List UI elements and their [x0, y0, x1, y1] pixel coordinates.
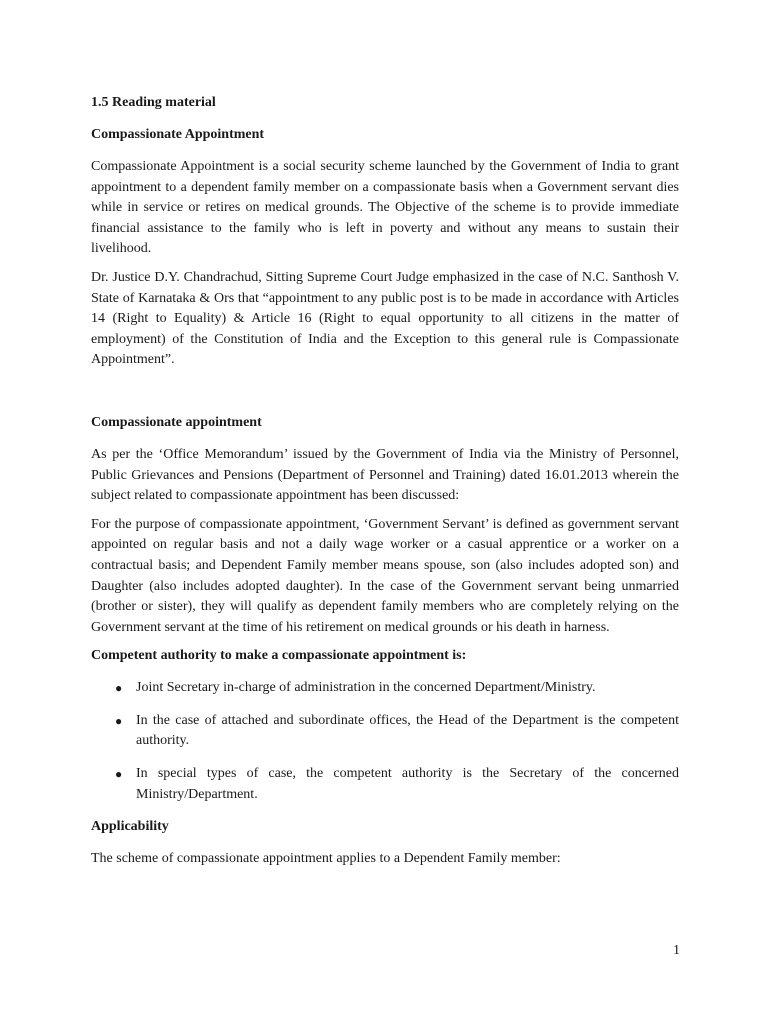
paragraph-scheme-intro: Compassionate Appointment is a social security scheme launched by the Government of India to grant appointment to a dependent family member on a compassionate basis when a Government servant dies while in service or retires on medical grounds. The Objective of the scheme is to provide immediate financial assistance to the family who is left in poverty and without any means to sustain their livelihood.: [91, 159, 679, 257]
paragraph-applicability: The scheme of compassionate appointment applies to a Dependent Family member:: [91, 851, 561, 867]
bullet-icon: ●: [115, 681, 123, 696]
heading-compassionate-appointment: Compassionate Appointment: [91, 127, 265, 142]
bullet-icon: ●: [115, 713, 123, 728]
section-title: 1.5 Reading material: [91, 95, 216, 110]
heading-competent-authority: Competent authority to make a compassionate appointment is:: [91, 648, 467, 664]
spacer: [91, 379, 679, 413]
heading-applicability: Applicability: [91, 819, 169, 835]
list-item-text: In the case of attached and subordinate offices, the Head of the Department is the competent authority.: [136, 712, 679, 749]
paragraph-chandrachud-quote: Dr. Justice D.Y. Chandrachud, Sitting Supreme Court Judge emphasized in the case of N.C. Santhosh V. State of Karnataka & Ors that “appointment to any public post is to be made in accordance with Articles 14 (Right to Equality) & Article 16 (Right to equal opportunity to all citizens in the matter of employment) of the Constitution of India and the Exception to this general rule is Compassionate Appointment”.: [91, 269, 679, 368]
bullet-icon: ●: [115, 767, 123, 782]
page-number: 1: [673, 943, 680, 958]
list-item: [91, 678, 679, 699]
list-item-text: In special types of case, the competent authority is the Secretary of the concerned Ministry/Department.: [136, 766, 679, 802]
page-content: [91, 93, 679, 878]
list-item-text: Joint Secretary in-charge of administration in the concerned Department/Ministry.: [136, 680, 596, 696]
list-item: [91, 711, 679, 752]
paragraph-office-memorandum: As per the ‘Office Memorandum’ issued by the Government of India via the Ministry of Personnel, Public Grievances and Pensions (Department of Personnel and Training) dated 16.01.2013 wherein the subject related to compassionate appointment has been discussed:: [91, 446, 679, 504]
paragraph-government-servant-definition: For the purpose of compassionate appointment, ‘Government Servant’ is defined as government servant appointed on regular basis and not a daily wage worker or a casual apprentice or a worker on a contractual basis; and Dependent Family member means spouse, son (also includes adopted son) and Daughter (also includes adopted daughter). In the case of the Government servant being unmarried (brother or sister), they will qualify as dependent family members who are completely relying on the Government servant at the time of his retirement on medical grounds or his death in harness.: [91, 516, 679, 635]
list-item: [91, 764, 679, 805]
heading-compassionate-appointment-2: Compassionate appointment: [91, 414, 262, 430]
competent-authority-list: [91, 678, 679, 805]
